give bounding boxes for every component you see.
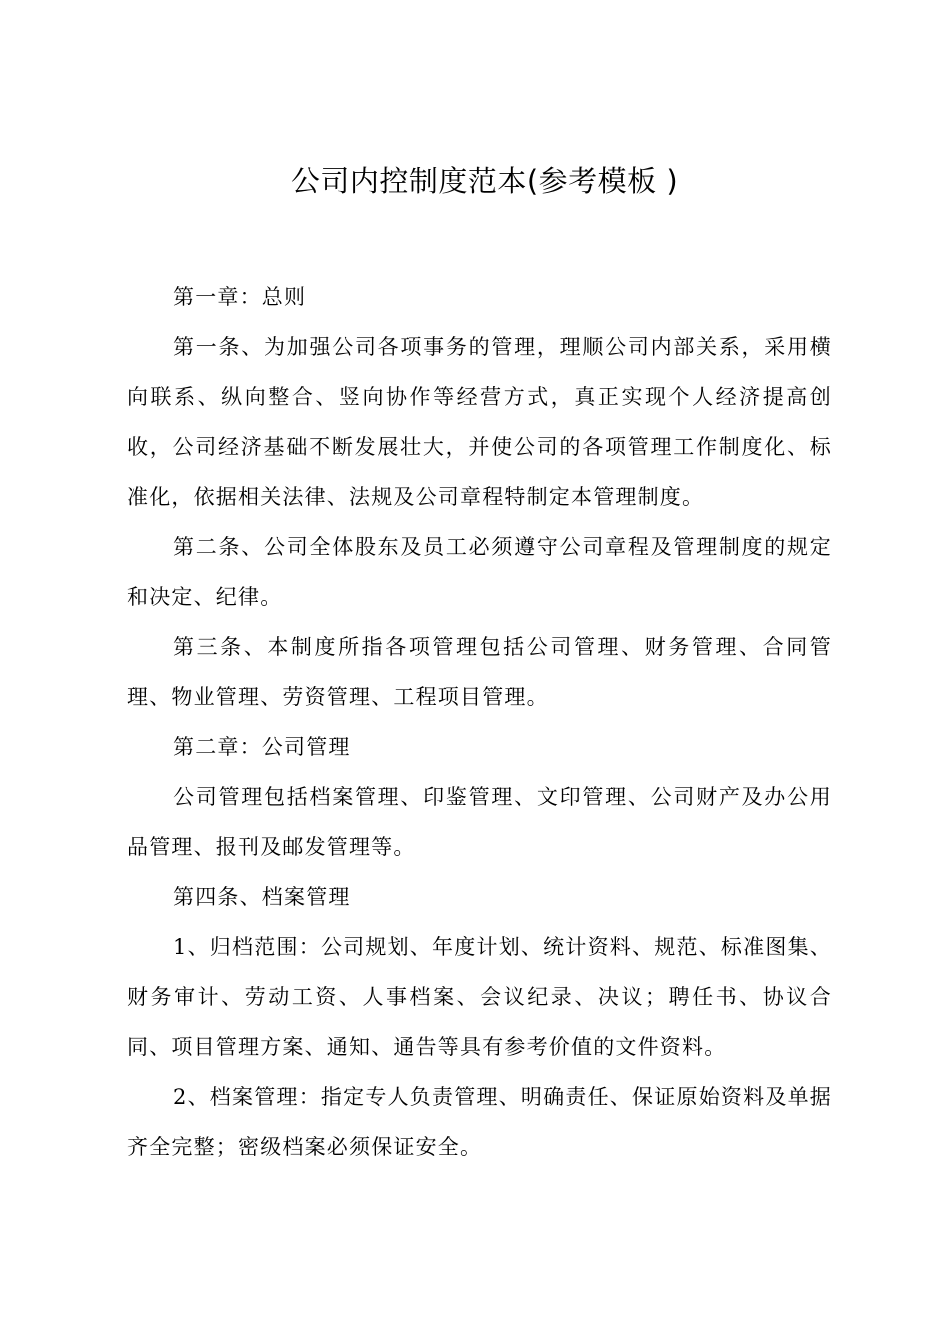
document-title: 公司内控制度范本(参考模板 )	[290, 164, 679, 198]
article-4-heading: 第四条、档案管理	[173, 885, 351, 909]
archive-scope-paragraph: 1、归档范围：公司规划、年度计划、统计资料、规范、标准图集、财务审计、劳动工资、人事档案、会议纪录、决议；聘任书、协议合同、项目管理方案、通知、通告等具有参考价值的文件资料。	[127, 935, 832, 1059]
article-3-paragraph: 第三条、本制度所指各项管理包括公司管理、财务管理、合同管理、物业管理、劳资管理、工程项目管理。	[127, 635, 832, 709]
article-2-paragraph: 第二条、公司全体股东及员工必须遵守公司章程及管理制度的规定和决定、纪律。	[127, 535, 832, 609]
company-management-paragraph: 公司管理包括档案管理、印鉴管理、文印管理、公司财产及办公用品管理、报刊及邮发管理等。	[127, 785, 832, 859]
chapter-heading-company-management: 第二章：公司管理	[173, 735, 351, 759]
article-1-paragraph: 第一条、为加强公司各项事务的管理，理顺公司内部关系，采用横向联系、纵向整合、竖向协作等经营方式，真正实现个人经济提高创收，公司经济基础不断发展壮大，并使公司的各项管理工作制度化、标准化，依据相关法律、法规及公司章程特制定本管理制度。	[127, 335, 832, 509]
chapter-heading-general: 第一章：总则	[173, 285, 307, 309]
archive-management-paragraph: 2、档案管理：指定专人负责管理、明确责任、保证原始资料及单据齐全完整；密级档案必须保证安全。	[127, 1085, 832, 1159]
document-body	[127, 272, 832, 1172]
